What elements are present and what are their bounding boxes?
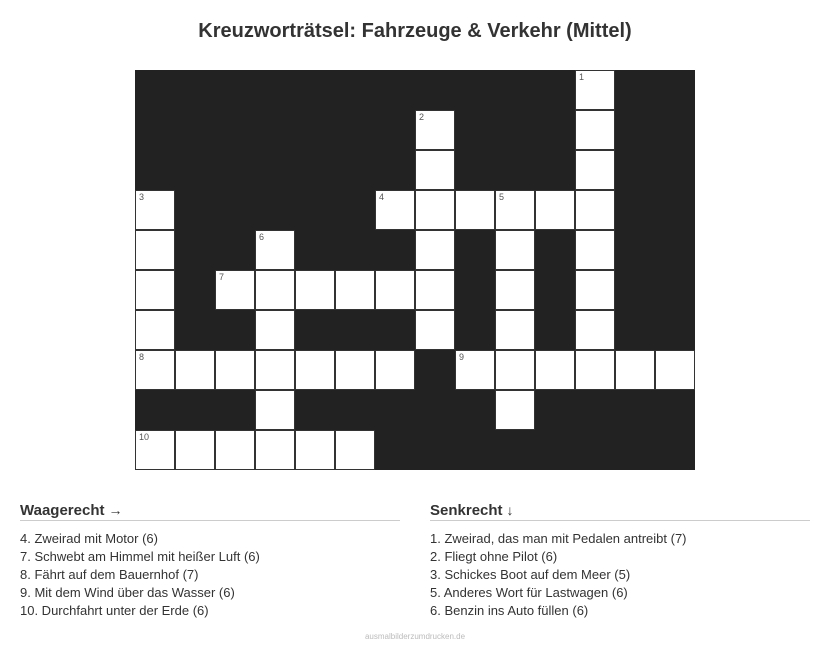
crossword-cell[interactable] [295,350,335,390]
puzzle-title: Kreuzworträtsel: Fahrzeuge & Verkehr (Mittel) [198,20,632,42]
crossword-cell[interactable] [135,190,175,230]
crossword-cell[interactable] [575,190,615,230]
crossword-cell[interactable] [415,190,455,230]
clue-number: 3 [139,192,145,202]
crossword-cell[interactable] [375,350,415,390]
crossword-cell[interactable] [375,270,415,310]
crossword-cell[interactable] [575,270,615,310]
down-clue-list [430,530,810,620]
clue-number: 7 [219,272,225,282]
crossword-cell[interactable] [255,390,295,430]
clue-number: 10 [139,432,150,442]
crossword-cell[interactable] [575,150,615,190]
crossword-cell[interactable] [295,430,335,470]
crossword-cell[interactable] [495,190,535,230]
across-heading-label: Waagerecht [20,502,105,519]
clue-number: 8 [139,352,145,362]
across-clue: 10. Durchfahrt unter der Erde (6) [20,603,209,618]
down-clue: 2. Fliegt ohne Pilot (6) [430,549,558,564]
crossword-cell[interactable] [175,350,215,390]
crossword-cell[interactable] [215,350,255,390]
across-clue: 4. Zweirad mit Motor (6) [20,531,158,546]
clue-number: 6 [259,232,265,242]
crossword-cell[interactable] [455,350,495,390]
crossword-cell[interactable] [535,350,575,390]
crossword-cell[interactable] [135,230,175,270]
crossword-cell[interactable] [135,270,175,310]
crossword-cell[interactable] [135,350,175,390]
crossword-cell[interactable] [215,270,255,310]
down-clue: 1. Zweirad, das man mit Pedalen antreibt (7) [430,531,687,546]
clue-number: 4 [379,192,385,202]
down-clue: 6. Benzin ins Auto füllen (6) [430,603,589,618]
crossword-cell[interactable] [255,310,295,350]
clue-number: 1 [579,72,585,82]
crossword-cell[interactable] [575,230,615,270]
crossword-cell[interactable] [415,150,455,190]
crossword-cell[interactable] [415,230,455,270]
down-arrow-icon: ↓ [506,502,514,518]
down-heading [430,502,810,521]
down-clue: 5. Anderes Wort für Lastwagen (6) [430,585,628,600]
crossword-cell[interactable] [375,190,415,230]
crossword-grid [135,70,695,470]
crossword-cell[interactable] [255,270,295,310]
across-clue: 9. Mit dem Wind über das Wasser (6) [20,585,235,600]
crossword-cell[interactable] [415,310,455,350]
crossword-cell[interactable] [255,430,295,470]
clue-number: 9 [459,352,465,362]
clue-number: 5 [499,192,505,202]
crossword-cell[interactable] [255,230,295,270]
crossword-cell[interactable] [575,110,615,150]
crossword-cell[interactable] [575,70,615,110]
clue-number: 2 [419,112,425,122]
crossword-cell[interactable] [535,190,575,230]
crossword-cell[interactable] [335,430,375,470]
crossword-cell[interactable] [495,310,535,350]
down-heading-label: Senkrecht [430,502,503,519]
crossword-cell[interactable] [415,270,455,310]
across-clue-list [20,530,400,620]
down-clues-section [430,502,810,620]
crossword-cell[interactable] [215,430,255,470]
across-heading [20,502,400,521]
crossword-cell[interactable] [615,350,655,390]
crossword-cell[interactable] [575,310,615,350]
right-arrow-icon: → [108,502,123,518]
crossword-cell[interactable] [575,350,615,390]
crossword-cell[interactable] [295,270,335,310]
footer-credit: ausmalbilderzumdrucken.de [364,632,466,641]
crossword-cell[interactable] [175,430,215,470]
across-clues-section [20,502,400,620]
down-clue: 3. Schickes Boot auf dem Meer (5) [430,567,631,582]
crossword-cell[interactable] [495,390,535,430]
crossword-cell[interactable] [495,230,535,270]
crossword-cell[interactable] [655,350,695,390]
crossword-cell[interactable] [415,110,455,150]
crossword-cell[interactable] [135,430,175,470]
crossword-cell[interactable] [495,350,535,390]
crossword-cell[interactable] [335,350,375,390]
crossword-cell[interactable] [135,310,175,350]
across-clue: 8. Fährt auf dem Bauernhof (7) [20,567,199,582]
crossword-cell[interactable] [255,350,295,390]
crossword-cell[interactable] [335,270,375,310]
across-clue: 7. Schwebt am Himmel mit heißer Luft (6) [20,549,260,564]
crossword-cell[interactable] [495,270,535,310]
crossword-cell[interactable] [455,190,495,230]
